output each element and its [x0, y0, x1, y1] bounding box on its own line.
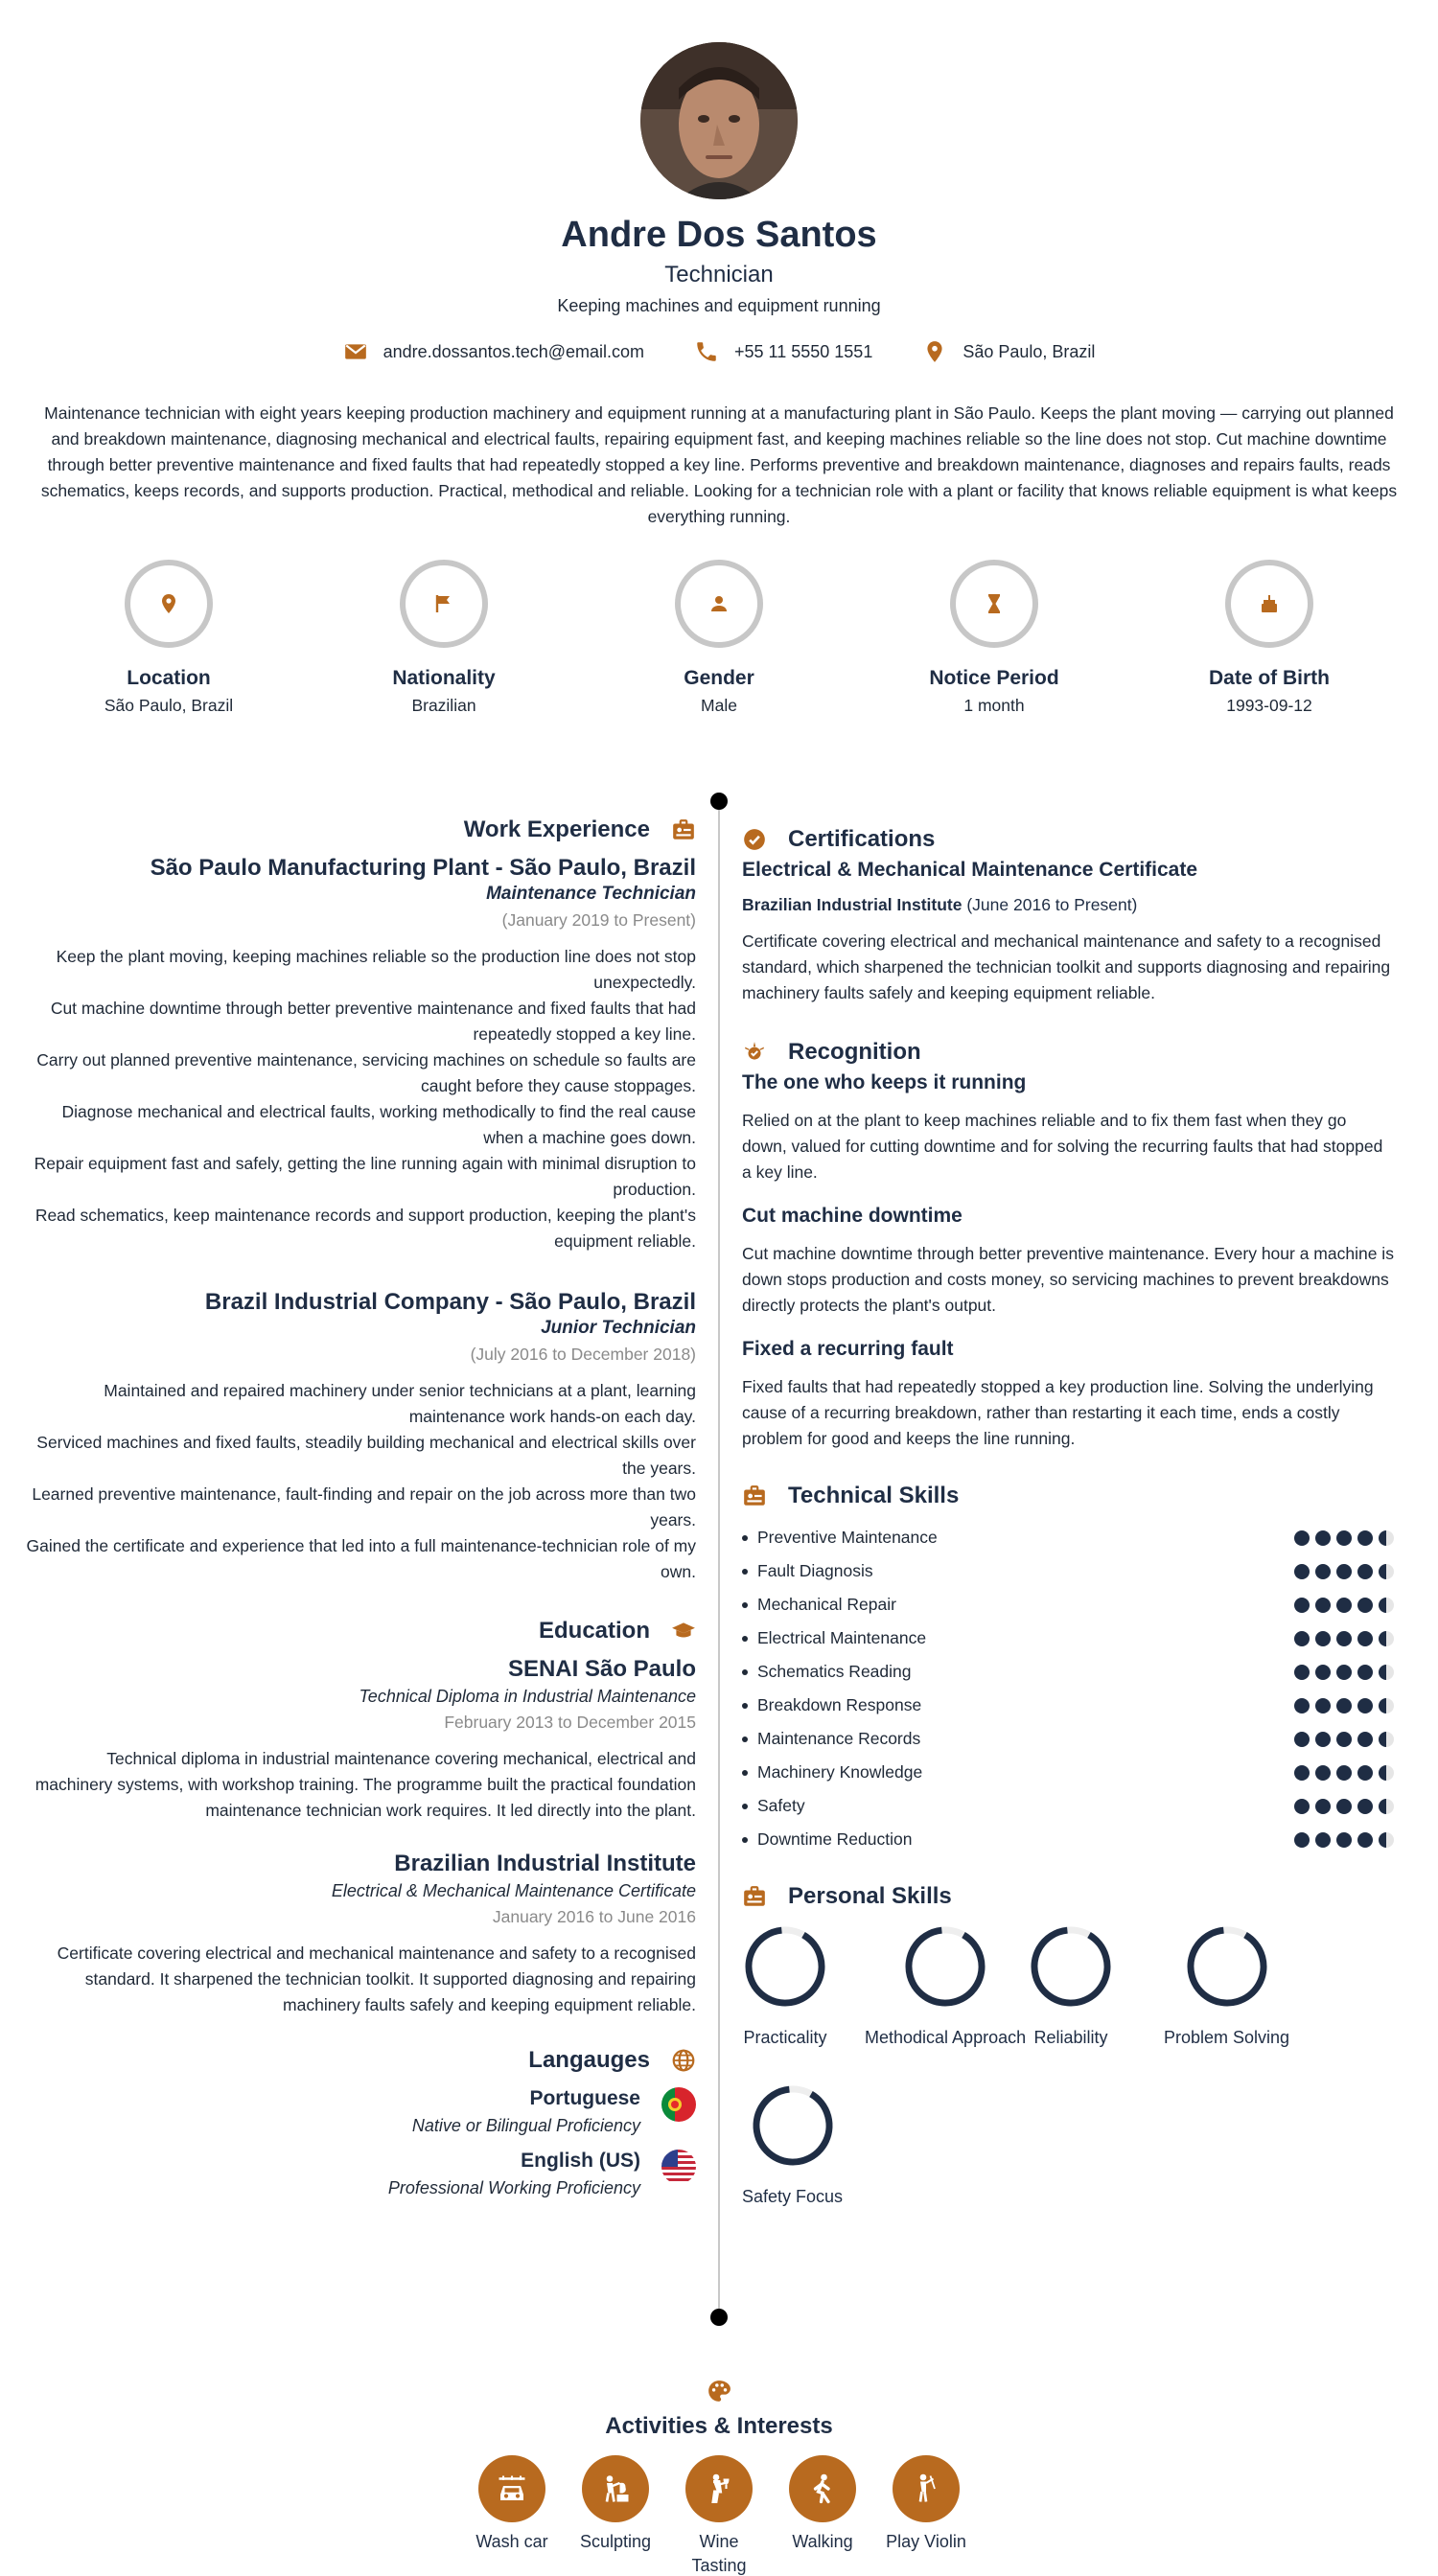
list-item: Cut machine downtime through better preventive maintenance and fixed faults that had repeatedly stopped a key line.: [50, 999, 696, 1044]
rating-dot: [1315, 1765, 1331, 1781]
skill-rating: [1294, 1665, 1394, 1680]
language-item: [25, 2087, 696, 2136]
timeline-line: [718, 801, 720, 2317]
badge-icon: [742, 1484, 767, 1508]
rating-dot: [1315, 1799, 1331, 1814]
right-column: [742, 826, 1394, 2249]
rating-dot: [1379, 1732, 1394, 1747]
job-entry: [25, 1289, 696, 1585]
left-column: [25, 816, 696, 2198]
rating-dot: [1294, 1698, 1310, 1714]
skill-name: Maintenance Records: [742, 1729, 920, 1749]
skill-ring-fill: [1184, 1923, 1270, 2010]
personal-skill-item: [1164, 1923, 1289, 2048]
profile-summary: Maintenance technician with eight years keeping production machinery and equipment running at a manufacturing plant in São Paulo. Keeps the plant moving — carrying out planned and breakdown maintenance, diagnosing mechanical and electrical faults, repairing equipment fast, and keeping machines reliable so the line does not stop. Cut machine downtime through better preventive maintenance and fixed faults that had repeatedly stopped a key line. Performs preventive and breakdown maintenance, diagnoses and repairs faults, reads schematics, keeps records, and supports production. Practical, methodical and reliable. Looking for a technician role with a plant or facility that knows reliable equipment is what keeps everything running.: [40, 403, 1398, 526]
technical-skill-item: [742, 1588, 1394, 1622]
info-value: Male: [701, 696, 737, 715]
technical-skill-item: [742, 1521, 1394, 1554]
badge-icon: [742, 1884, 767, 1909]
info-value: São Paulo, Brazil: [104, 696, 234, 715]
sculpting-icon: [598, 2472, 633, 2506]
technical-skill-item: [742, 1823, 1394, 1856]
rating-dot: [1336, 1732, 1352, 1747]
skill-rating: [1294, 1530, 1394, 1546]
job-title: Junior Technician: [541, 1318, 696, 1338]
rating-dot: [1357, 1564, 1373, 1579]
info-label: Notice Period: [929, 667, 1059, 689]
recognition-text: Relied on at the plant to keep machines reliable and to fix them fast when they go down, valued for cutting downtime and for solving the recurring faults that had stopped a key line.: [742, 1111, 1383, 1182]
hourglass-icon: [983, 592, 1006, 615]
rating-dot: [1336, 1799, 1352, 1814]
rating-dot: [1336, 1631, 1352, 1646]
info-value: Brazilian: [411, 696, 476, 715]
list-item: Serviced machines and fixed faults, steadily building mechanical and electrical skills over the years.: [36, 1433, 696, 1478]
skill-rating: [1294, 1698, 1394, 1714]
activity-item: [779, 2455, 866, 2554]
rating-dot: [1379, 1665, 1394, 1680]
activities-heading: Activities & Interests: [605, 2413, 833, 2439]
rating-dot: [1294, 1530, 1310, 1546]
globe-icon: [671, 2048, 696, 2073]
activity-label: Walking: [792, 2532, 853, 2551]
skill-name: Fault Diagnosis: [742, 1561, 873, 1581]
activity-label: Sculpting: [579, 2532, 652, 2551]
job-org: São Paulo Manufacturing Plant - São Paulo, Brazil: [150, 855, 696, 881]
personal-skills-grid: [742, 1923, 1394, 2249]
technical-skill-item: [742, 1622, 1394, 1655]
rating-dot: [1336, 1665, 1352, 1680]
info-label: Date of Birth: [1209, 667, 1330, 689]
technical-skill-item: [742, 1655, 1394, 1689]
list-item: Maintained and repaired machinery under senior technicians at a plant, learning maintenance work hands-on each day.: [104, 1381, 696, 1426]
certifications-heading: Certifications: [742, 826, 1394, 853]
skill-rating: [1294, 1832, 1394, 1848]
info-nationality: [319, 560, 568, 716]
list-item: Learned preventive maintenance, fault-finding and repair on the job across more than two years.: [32, 1484, 696, 1530]
info-value: 1993-09-12: [1226, 696, 1312, 715]
rating-dot: [1379, 1530, 1394, 1546]
list-item: Keep the plant moving, keeping machines reliable so the production line does not stop unexpectedly.: [56, 947, 696, 992]
rating-dot: [1294, 1832, 1310, 1848]
skill-ring: [1184, 1923, 1270, 2010]
personal-skill-item: [1028, 1923, 1114, 2048]
work-experience-heading: Work Experience: [25, 816, 696, 843]
walking-icon: [805, 2472, 840, 2506]
rating-dot: [1379, 1765, 1394, 1781]
rating-dot: [1357, 1631, 1373, 1646]
skill-name: Breakdown Response: [742, 1695, 921, 1715]
rating-dot: [1379, 1698, 1394, 1714]
rating-dot: [1315, 1665, 1331, 1680]
list-item: Repair equipment fast and safely, getting the line running again with minimal disruption to production.: [34, 1154, 696, 1199]
personal-skill-item: [865, 1923, 1026, 2048]
rating-dot: [1379, 1799, 1394, 1814]
rating-dot: [1357, 1698, 1373, 1714]
list-item: Carry out planned preventive maintenance, servicing machines on schedule so faults are caught before they cause stoppages.: [36, 1050, 696, 1095]
info-label: Nationality: [392, 667, 496, 689]
skill-rating: [1294, 1765, 1394, 1781]
skill-name: Mechanical Repair: [742, 1595, 896, 1615]
education-dates: February 2013 to December 2015: [444, 1713, 696, 1732]
job-entry: [25, 855, 696, 1254]
education-description: Technical diploma in industrial maintenance covering mechanical, electrical and machinery systems, with workshop training. The programme built the practical foundation maintenance technician work requires. It led directly into the plant.: [35, 1749, 696, 1820]
skill-ring-fill: [750, 2082, 836, 2169]
rating-dot: [1379, 1564, 1394, 1579]
rating-dot: [1336, 1698, 1352, 1714]
skill-ring-fill: [1028, 1923, 1114, 2010]
info-label: Location: [127, 667, 211, 689]
list-item: Read schematics, keep maintenance records and support production, keeping the plant's equipment reliable.: [35, 1206, 696, 1251]
personal-skill-label: Methodical Approach: [865, 2028, 1027, 2047]
graduation-cap-icon: [671, 1619, 696, 1644]
rating-dot: [1357, 1732, 1373, 1747]
rating-dot: [1315, 1530, 1331, 1546]
issuer-name: Brazilian Industrial Institute: [742, 895, 963, 914]
violin-icon: [909, 2472, 943, 2506]
award-icon: [742, 1040, 767, 1065]
personal-skill-label: Problem Solving: [1164, 2028, 1290, 2047]
rating-dot: [1294, 1765, 1310, 1781]
personal-skill-item: [742, 2082, 843, 2207]
timeline-dot-bottom: [710, 2309, 728, 2326]
education-description: Certificate covering electrical and mechanical maintenance and safety to a recognised standard. It sharpened the technician toolkit. It supported diagnosing and repairing machinery faults safely and keeping equipment reliable.: [57, 1944, 696, 2014]
info-notice-period: [870, 560, 1119, 716]
languages-heading: Langauges: [25, 2047, 696, 2074]
envelope-icon: [343, 339, 368, 364]
recognition-text: Fixed faults that had repeatedly stopped a key production line. Solving the underlying cause of a recurring breakdown, rather than restarting it each time, ends a costly problem for good and keeps the line running.: [742, 1377, 1374, 1448]
info-gender: [594, 560, 844, 716]
technical-skill-item: [742, 1554, 1394, 1588]
recognition-title: Fixed a recurring fault: [742, 1338, 954, 1360]
contact-location: [922, 339, 1095, 364]
language-level: Native or Bilingual Proficiency: [411, 2116, 640, 2135]
rating-dot: [1294, 1631, 1310, 1646]
job-dates: (July 2016 to December 2018): [470, 1345, 696, 1364]
rating-dot: [1336, 1832, 1352, 1848]
recognition-title: The one who keeps it running: [742, 1071, 1027, 1093]
rating-dot: [1315, 1832, 1331, 1848]
activities-list: [0, 2455, 1438, 2576]
contact-email[interactable]: [343, 339, 644, 364]
job-title: Maintenance Technician: [486, 884, 696, 904]
certification-issuer: [742, 895, 1394, 915]
skill-ring: [902, 1923, 988, 2010]
map-pin-icon: [922, 339, 947, 364]
rating-dot: [1357, 1530, 1373, 1546]
rating-dot: [1379, 1631, 1394, 1646]
school-name: Brazilian Industrial Institute: [394, 1851, 696, 1876]
skill-ring: [1028, 1923, 1114, 2010]
timeline-dot-top: [710, 793, 728, 810]
personal-skills-heading: Personal Skills: [742, 1883, 1394, 1910]
rating-dot: [1315, 1732, 1331, 1747]
degree-name: Electrical & Mechanical Maintenance Certificate: [331, 1881, 696, 1900]
rating-dot: [1336, 1530, 1352, 1546]
rating-dot: [1357, 1832, 1373, 1848]
personal-skill-label: Practicality: [743, 2028, 827, 2047]
skill-ring: [742, 1923, 828, 2010]
email-text: andre.dossantos.tech@email.com: [383, 341, 645, 361]
rating-dot: [1357, 1598, 1373, 1613]
certification-title: Electrical & Mechanical Maintenance Certificate: [742, 859, 1198, 881]
person-icon: [707, 592, 731, 615]
certificate-badge-icon: [742, 827, 767, 852]
technical-skills-heading: Technical Skills: [742, 1483, 1394, 1509]
job-bullets: [25, 1378, 696, 1585]
resume-header: [0, 42, 1438, 364]
skill-name: Safety: [742, 1796, 805, 1816]
rating-dot: [1294, 1598, 1310, 1613]
technical-skill-item: [742, 1756, 1394, 1789]
car-wash-icon: [495, 2472, 529, 2506]
rating-dot: [1294, 1564, 1310, 1579]
badge-icon: [671, 817, 696, 842]
personal-skill-label: Reliability: [1033, 2028, 1108, 2047]
issuer-dates: (June 2016 to Present): [966, 895, 1138, 914]
rating-dot: [1294, 1732, 1310, 1747]
rating-dot: [1379, 1598, 1394, 1613]
skill-name: Electrical Maintenance: [742, 1628, 926, 1648]
brazil-flag-icon: [661, 2087, 696, 2122]
info-value: 1 month: [963, 696, 1025, 715]
activity-label: Play Violin: [886, 2532, 966, 2551]
contact-phone[interactable]: [694, 339, 872, 364]
language-item: [25, 2150, 696, 2198]
activity-label: Wash car: [475, 2532, 548, 2551]
personal-skill-label: Safety Focus: [742, 2187, 844, 2206]
activity-item: [883, 2455, 969, 2554]
rating-dot: [1357, 1765, 1373, 1781]
phone-text: +55 11 5550 1551: [734, 341, 873, 361]
skill-rating: [1294, 1564, 1394, 1579]
contact-row: [0, 339, 1438, 364]
skill-rating: [1294, 1631, 1394, 1646]
education-heading: Education: [25, 1618, 696, 1644]
activity-item: [572, 2455, 659, 2554]
recognition-title: Cut machine downtime: [742, 1205, 963, 1227]
education-entry: [25, 1656, 696, 1824]
rating-dot: [1357, 1799, 1373, 1814]
job-bullets: [25, 944, 696, 1254]
avatar: [640, 42, 798, 199]
activities-section: [0, 2379, 1438, 2576]
technical-skill-item: [742, 1689, 1394, 1722]
activity-item: [469, 2455, 555, 2554]
rating-dot: [1336, 1765, 1352, 1781]
list-item: Gained the certificate and experience that led into a full maintenance-technician role of my own.: [26, 1536, 696, 1581]
education-dates: January 2016 to June 2016: [492, 1907, 696, 1926]
rating-dot: [1336, 1564, 1352, 1579]
person-role: Technician: [664, 262, 774, 288]
map-pin-icon: [157, 592, 180, 615]
list-item: Diagnose mechanical and electrical faults, working methodically to find the real cause when a machine goes down.: [61, 1102, 696, 1147]
skill-name: Machinery Knowledge: [742, 1762, 922, 1782]
technical-skills-list: [742, 1521, 1394, 1856]
education-entry: [25, 1851, 696, 2018]
language-name: English (US): [521, 2150, 640, 2172]
job-dates: (January 2019 to Present): [501, 910, 696, 930]
skill-ring-fill: [902, 1923, 988, 2010]
rating-dot: [1357, 1665, 1373, 1680]
info-location: [44, 560, 293, 716]
rating-dot: [1294, 1665, 1310, 1680]
skill-rating: [1294, 1732, 1394, 1747]
degree-name: Technical Diploma in Industrial Maintenance: [359, 1687, 696, 1706]
technical-skill-item: [742, 1722, 1394, 1756]
flag-icon: [432, 592, 455, 615]
rating-dot: [1336, 1598, 1352, 1613]
avatar-portrait: [640, 42, 798, 199]
skill-ring-fill: [742, 1923, 828, 2010]
activity-label: Wine Tasting: [691, 2532, 747, 2575]
person-name: Andre Dos Santos: [561, 215, 877, 255]
school-name: SENAI São Paulo: [507, 1656, 696, 1682]
skill-ring: [750, 2082, 836, 2169]
wine-glass-icon: [702, 2472, 736, 2506]
rating-dot: [1294, 1799, 1310, 1814]
rating-dot: [1315, 1631, 1331, 1646]
skill-name: Downtime Reduction: [742, 1829, 912, 1850]
language-level: Professional Working Proficiency: [387, 2178, 640, 2197]
us-flag-icon: [661, 2150, 696, 2184]
skill-rating: [1294, 1598, 1394, 1613]
skill-name: Schematics Reading: [742, 1662, 912, 1682]
palette-icon: [707, 2379, 731, 2404]
cake-icon: [1258, 592, 1281, 615]
rating-dot: [1315, 1598, 1331, 1613]
language-name: Portuguese: [529, 2087, 640, 2109]
rating-dot: [1379, 1832, 1394, 1848]
person-tagline: Keeping machines and equipment running: [557, 296, 881, 315]
phone-icon: [694, 339, 719, 364]
info-label: Gender: [684, 667, 754, 689]
location-text: São Paulo, Brazil: [963, 341, 1096, 361]
skill-name: Preventive Maintenance: [742, 1528, 938, 1548]
skill-rating: [1294, 1799, 1394, 1814]
activity-item: [676, 2455, 762, 2576]
certification-description: Certificate covering electrical and mechanical maintenance and safety to a recognised standard, which sharpened the technician toolkit and supports diagnosing and repairing machinery faults safely and keeping equipment reliable.: [742, 932, 1391, 1002]
rating-dot: [1315, 1698, 1331, 1714]
rating-dot: [1315, 1564, 1331, 1579]
job-org: Brazil Industrial Company - São Paulo, Brazil: [204, 1289, 696, 1315]
recognition-heading: Recognition: [742, 1039, 1394, 1066]
info-date-of-birth: [1145, 560, 1394, 716]
recognition-text: Cut machine downtime through better preventive maintenance. Every hour a machine is down stops production and costs money, so servicing machines to prevent breakdowns directly protects the plant's output.: [742, 1244, 1394, 1315]
technical-skill-item: [742, 1789, 1394, 1823]
personal-skill-item: [742, 1923, 828, 2048]
